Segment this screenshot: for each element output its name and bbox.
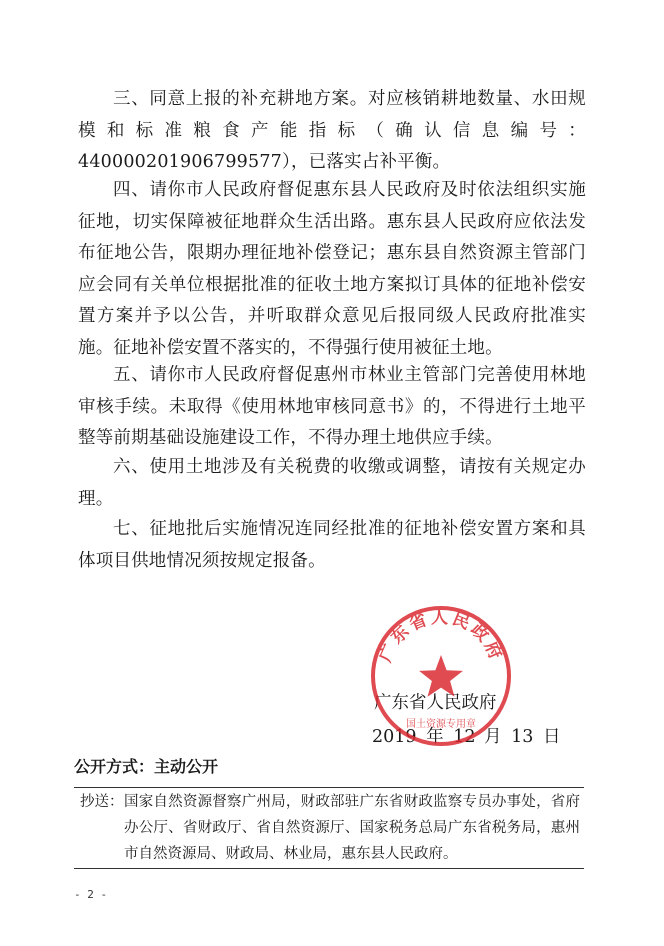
- date-month-unit: 月: [484, 727, 502, 747]
- date-day-unit: 日: [543, 727, 561, 747]
- date-day: 13: [511, 727, 534, 747]
- date-year: 2019: [372, 727, 417, 747]
- cc-section: [80, 789, 580, 867]
- paragraph-three: 三、同意上报的补充耕地方案。对应核销耕地数量、水田规模和标准粮食产能指标（确认信息编号：440000201906799577），已落实占补平衡。: [78, 89, 586, 172]
- paragraph-seven: 七、征地批后实施情况连同经批准的征地补偿安置方案和具体项目供地情况须按规定报备。: [78, 519, 586, 571]
- divider-top: [74, 787, 584, 788]
- seal-text: 广东省人民政府: [375, 607, 507, 666]
- date-month: 12: [453, 727, 476, 747]
- signing-organization: 广东省人民政府: [374, 693, 497, 713]
- disclosure-method: 公开方式：主动公开: [74, 757, 219, 776]
- divider-bottom: [74, 868, 584, 869]
- paragraph-six: 六、使用土地涉及有关税费的收缴或调整，请按有关规定办理。: [78, 457, 586, 509]
- seal-star-icon: [419, 655, 463, 697]
- date-year-unit: 年: [426, 727, 444, 747]
- cc-recipients: 国家自然资源督察广州局，财政部驻广东省财政监察专员办事处，省府办公厅、省财政厅、省自然资源厅、国家税务总局广东省税务局，惠州市自然资源局、财政局、林业局，惠东县人民政府。: [124, 794, 580, 862]
- seal-inner-text: 国土资源专用章: [406, 719, 476, 730]
- page-number: - 2 -: [74, 888, 108, 901]
- cc-label: 抄送：: [80, 794, 124, 810]
- paragraph-four: 四、请你市人民政府督促惠东县人民政府及时依法组织实施征地，切实保障被征地群众生活出路。惠东县人民政府应依法发布征地公告，限期办理征地补偿登记；惠东县自然资源主管部门应会同有关单位根据批准的征收土地方案拟订具体的征地补偿安置方案并予以公告，并听取群众意见后报同级人民政府批准实施。征地补偿安置不落实的，不得强行使用被征土地。: [78, 180, 586, 358]
- official-seal-icon: [368, 603, 514, 749]
- paragraph-five: 五、请你市人民政府督促惠州市林业主管部门完善使用林地审核手续。未取得《使用林地审核同意书》的，不得进行土地平整等前期基础设施建设工作，不得办理土地供应手续。: [78, 365, 586, 448]
